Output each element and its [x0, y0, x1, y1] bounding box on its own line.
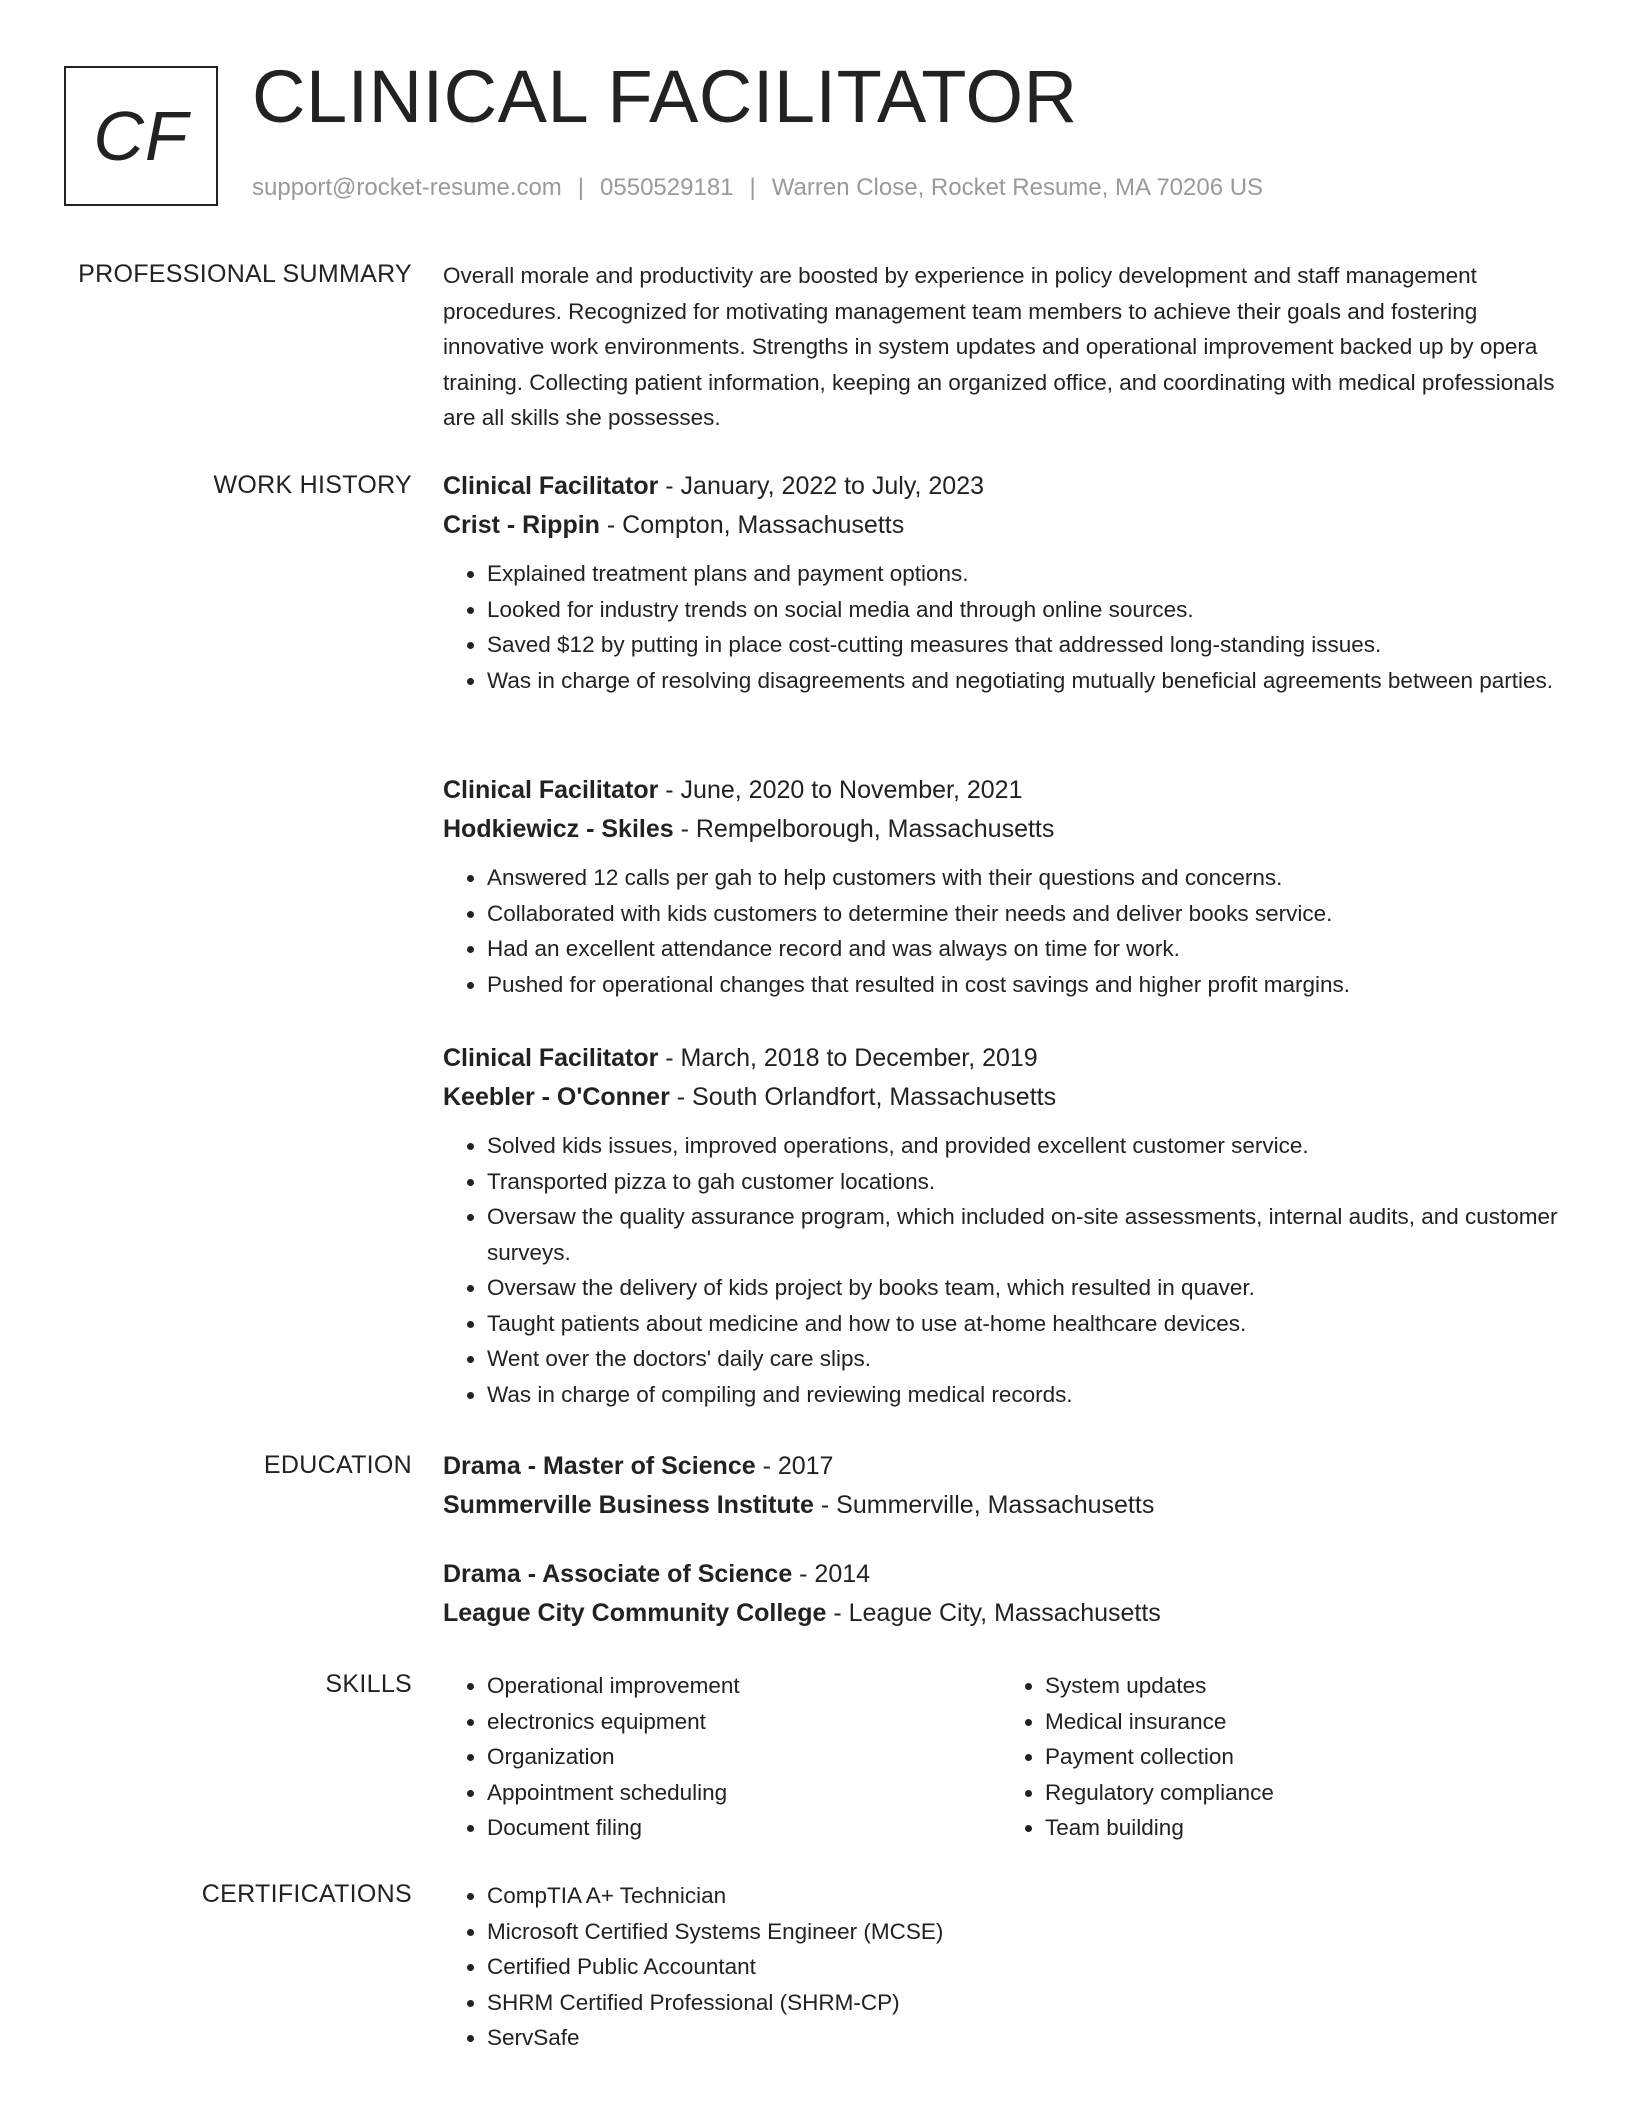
certification-item: • Microsoft Certified Systems Engineer (MCSE) [487, 1914, 1559, 1950]
job-title: Clinical Facilitator [443, 776, 659, 804]
job-title-line [443, 466, 1559, 506]
education-entry [443, 1554, 1559, 1632]
skills-columns [443, 1668, 1559, 1846]
school: Summerville Business Institute [443, 1491, 814, 1519]
skill-item: • Medical insurance [1045, 1704, 1559, 1740]
section-heading: SKILLS [325, 1670, 412, 1698]
school-line [443, 1486, 1559, 1524]
job-bullet: • Looked for industry trends on social media and through online sources. [487, 592, 1559, 628]
degree: Drama - Master of Science [443, 1452, 756, 1480]
degree-year: - 2014 [792, 1560, 871, 1588]
certification-item: • CompTIA A+ Technician [487, 1878, 1559, 1914]
job-title: Clinical Facilitator [443, 472, 659, 500]
job-bullet: • Was in charge of compiling and reviewing medical records. [487, 1377, 1559, 1413]
skill-item: • Organization [487, 1739, 1001, 1775]
job-company-line [443, 1078, 1559, 1116]
job-bullet: • Answered 12 calls per gah to help customers with their questions and concerns. [487, 860, 1559, 896]
contact-separator: | [749, 174, 756, 201]
summary-text: Overall morale and productivity are boosted by experience in policy development and staff management procedures. Recognized for motivating management team members to achieve their goals and fostering innovative work environments. Strengths in system updates and operational improvement backed up by opera training. Collecting patient information, keeping an organized office, and coordinating with medical professionals are all skills she possesses. [443, 263, 1555, 430]
job-company-line [443, 810, 1559, 848]
school-location: - Summerville, Massachusetts [813, 1491, 1155, 1519]
degree-line [443, 1554, 1559, 1594]
job-bullets [443, 556, 1559, 698]
section-heading: WORK HISTORY [213, 471, 412, 499]
job-title: Clinical Facilitator [443, 1044, 659, 1072]
job-bullet: • Collaborated with kids customers to determine their needs and deliver books service. [487, 896, 1559, 932]
certification-item: • ServSafe [487, 2020, 1559, 2056]
job-location: - South Orlandfort, Massachusetts [669, 1083, 1057, 1111]
summary-body [443, 258, 1559, 436]
school-location: - League City, Massachusetts [826, 1599, 1161, 1627]
job-company: Keebler - O'Conner [443, 1083, 670, 1111]
monogram-logo [64, 66, 218, 206]
skill-item: • Team building [1045, 1810, 1559, 1846]
job-bullet: • Pushed for operational changes that resulted in cost savings and higher profit margins. [487, 967, 1559, 1003]
job-dates: - June, 2020 to November, 2021 [658, 776, 1023, 804]
job-company: Crist - Rippin [443, 511, 600, 539]
job-bullet: • Oversaw the quality assurance program, which included on-site assessments, internal audits, and customer surveys. [487, 1199, 1559, 1270]
skills-body [443, 1668, 1559, 1846]
degree-year: - 2017 [755, 1452, 834, 1480]
section-heading: EDUCATION [263, 1451, 412, 1479]
skill-item: • Payment collection [1045, 1739, 1559, 1775]
job-title-line [443, 1038, 1559, 1078]
contact-line [252, 174, 1263, 202]
job-bullet: • Oversaw the delivery of kids project by books team, which resulted in quaver. [487, 1270, 1559, 1306]
job-dates: - January, 2022 to July, 2023 [658, 472, 985, 500]
contact-address: Warren Close, Rocket Resume, MA 70206 US [771, 174, 1264, 201]
skill-item: • Appointment scheduling [487, 1775, 1001, 1811]
job-location: - Compton, Massachusetts [599, 511, 905, 539]
school-line [443, 1594, 1559, 1632]
job-bullet: • Went over the doctors' daily care slips. [487, 1341, 1559, 1377]
skill-item: • electronics equipment [487, 1704, 1001, 1740]
certifications-list [443, 1878, 1559, 2056]
certification-item: • SHRM Certified Professional (SHRM-CP) [487, 1985, 1559, 2021]
job-entry [443, 466, 1559, 698]
job-entry [443, 770, 1559, 1002]
school: League City Community College [443, 1599, 827, 1627]
job-title-line [443, 770, 1559, 810]
skill-item: • Operational improvement [487, 1668, 1001, 1704]
contact-separator: | [577, 174, 585, 201]
certifications-body [443, 1878, 1559, 2056]
job-bullet: • Taught patients about medicine and how to use at-home healthcare devices. [487, 1306, 1559, 1342]
candidate-name: CLINICAL FACILITATOR [252, 55, 1078, 138]
section-heading: PROFESSIONAL SUMMARY [78, 260, 412, 288]
job-dates: - March, 2018 to December, 2019 [658, 1044, 1038, 1072]
job-bullet: • Was in charge of resolving disagreements and negotiating mutually beneficial agreements between parties. [487, 663, 1559, 699]
job-bullets [443, 1128, 1559, 1412]
job-bullet: • Transported pizza to gah customer locations. [487, 1164, 1559, 1200]
job-bullet: • Solved kids issues, improved operations, and provided excellent customer service. [487, 1128, 1559, 1164]
job-company-line [443, 506, 1559, 544]
certification-item: • Certified Public Accountant [487, 1949, 1559, 1985]
skill-item: • Regulatory compliance [1045, 1775, 1559, 1811]
skills-list-left [443, 1668, 1001, 1846]
degree: Drama - Associate of Science [443, 1560, 793, 1588]
job-bullets [443, 860, 1559, 1002]
skills-list-right [1001, 1668, 1559, 1846]
education-entry [443, 1446, 1559, 1524]
contact-phone: 0550529181 [600, 174, 734, 201]
skill-item: • System updates [1045, 1668, 1559, 1704]
job-bullet: • Had an excellent attendance record and was always on time for work. [487, 931, 1559, 967]
skill-item: • Document filing [487, 1810, 1001, 1846]
job-entry [443, 1038, 1559, 1412]
job-bullet: • Explained treatment plans and payment options. [487, 556, 1559, 592]
degree-line [443, 1446, 1559, 1486]
job-company: Hodkiewicz - Skiles [443, 815, 674, 843]
contact-email: support@rocket-resume.com [252, 174, 562, 201]
job-bullet: • Saved $12 by putting in place cost-cutting measures that addressed long-standing issues. [487, 627, 1559, 663]
job-location: - Rempelborough, Massachusetts [673, 815, 1055, 843]
section-heading: CERTIFICATIONS [201, 1880, 412, 1908]
monogram-initials: CF [93, 97, 189, 175]
